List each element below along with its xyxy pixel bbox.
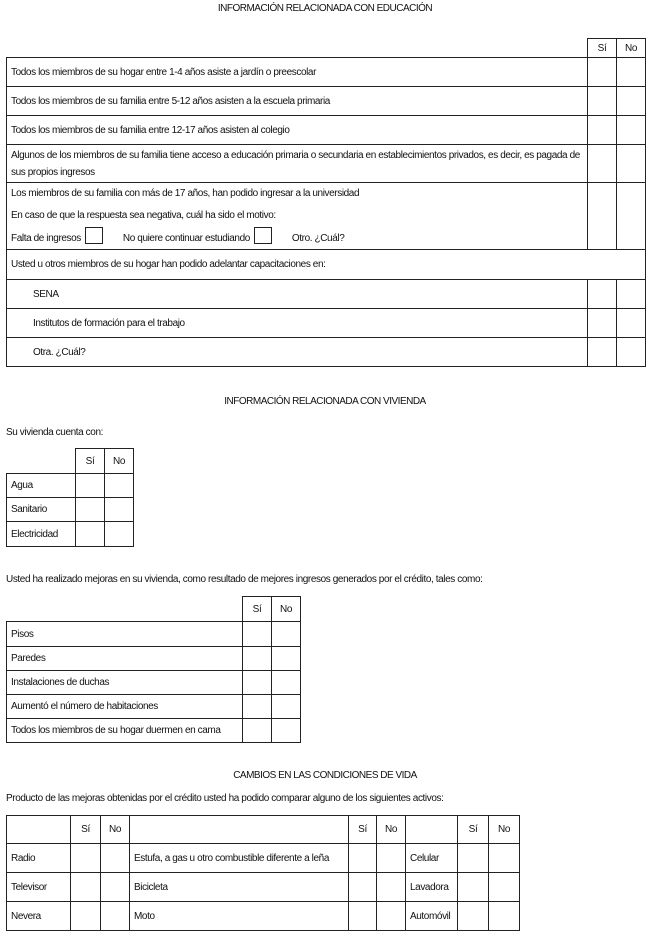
yes-cell[interactable]	[588, 58, 617, 87]
no-cell[interactable]	[489, 902, 520, 931]
improvement-row: Instalaciones de duchas	[7, 671, 243, 695]
asset-label: Lavadora	[406, 873, 458, 902]
education-row: Todos los miembros de su familia entre 12-17 años asisten al colegio	[7, 116, 588, 145]
col-yes: Sí	[349, 816, 377, 844]
option-income-checkbox[interactable]	[85, 227, 103, 244]
no-cell[interactable]	[272, 671, 301, 695]
yes-cell[interactable]	[588, 183, 617, 250]
housing-title: INFORMACIÓN RELACIONADA CON VIVIENDA	[224, 396, 426, 407]
yes-cell[interactable]	[71, 902, 101, 931]
yes-cell[interactable]	[588, 87, 617, 116]
living-subtitle: Producto de las mejoras obtenidas por el crédito usted ha podido comparar alguno de los siguientes activos:	[6, 793, 444, 804]
col-no: No	[105, 449, 134, 474]
service-row: Sanitario	[7, 498, 76, 522]
living-title: CAMBIOS EN LAS CONDICIONES DE VIDA	[233, 770, 417, 781]
university-question: Los miembros de su familia con más de 17 años, han podido ingresar a la universidad	[11, 188, 360, 199]
no-cell[interactable]	[617, 309, 646, 338]
yes-cell[interactable]	[71, 873, 101, 902]
yes-cell[interactable]	[588, 280, 617, 309]
yes-cell[interactable]	[243, 719, 272, 743]
col-yes: Sí	[76, 449, 105, 474]
yes-cell[interactable]	[76, 522, 105, 547]
no-cell[interactable]	[272, 647, 301, 671]
no-cell[interactable]	[101, 844, 130, 873]
improvements-label: Usted ha realizado mejoras en su vivienda, como resultado de mejores ingresos generados por el crédito, tales como:	[6, 574, 483, 585]
col-no: No	[489, 816, 520, 844]
service-row: Electricidad	[7, 522, 76, 547]
asset-label: Bicicleta	[130, 873, 349, 902]
university-followup: En caso de que la respuesta sea negativa, cuál ha sido el motivo:	[11, 210, 276, 221]
yes-cell[interactable]	[76, 498, 105, 522]
yes-cell[interactable]	[71, 844, 101, 873]
asset-label: Televisor	[7, 873, 71, 902]
no-cell[interactable]	[377, 873, 406, 902]
col-no: No	[617, 39, 646, 58]
improvements-table	[6, 596, 301, 743]
yes-cell[interactable]	[588, 145, 617, 183]
yes-cell[interactable]	[243, 647, 272, 671]
no-cell[interactable]	[489, 873, 520, 902]
yes-cell[interactable]	[243, 695, 272, 719]
no-cell[interactable]	[377, 844, 406, 873]
col-yes: Sí	[71, 816, 101, 844]
col-yes: Sí	[588, 39, 617, 58]
no-cell[interactable]	[105, 522, 134, 547]
no-cell[interactable]	[105, 498, 134, 522]
col-yes: Sí	[458, 816, 489, 844]
improvement-row: Pisos	[7, 622, 243, 647]
no-cell[interactable]	[617, 116, 646, 145]
asset-label: Celular	[406, 844, 458, 873]
no-cell[interactable]	[272, 695, 301, 719]
services-label: Su vivienda cuenta con:	[6, 427, 103, 438]
asset-label: Radio	[7, 844, 71, 873]
yes-cell[interactable]	[458, 873, 489, 902]
education-row: Algunos de los miembros de su familia tiene acceso a educación primaria o secundaria en establecimientos privados, es decir, es pagada de sus propios ingresos	[7, 145, 588, 183]
improvement-row: Todos los miembros de su hogar duermen en cama	[7, 719, 243, 743]
col-no: No	[272, 597, 301, 622]
asset-label: Moto	[130, 902, 349, 931]
no-cell[interactable]	[272, 622, 301, 647]
option-other-label: Otro. ¿Cuál?	[291, 233, 345, 244]
yes-cell[interactable]	[76, 474, 105, 498]
no-cell[interactable]	[272, 719, 301, 743]
col-no: No	[101, 816, 130, 844]
yes-cell[interactable]	[349, 902, 377, 931]
assets-table	[6, 815, 520, 931]
asset-label: Nevera	[7, 902, 71, 931]
yes-cell[interactable]	[243, 622, 272, 647]
no-cell[interactable]	[105, 474, 134, 498]
no-cell[interactable]	[617, 338, 646, 367]
yes-cell[interactable]	[458, 902, 489, 931]
yes-cell[interactable]	[243, 671, 272, 695]
col-yes: Sí	[243, 597, 272, 622]
training-row: Institutos de formación para el trabajo	[7, 309, 588, 338]
university-row	[7, 183, 588, 250]
training-question: Usted u otros miembros de su hogar han podido adelantar capacitaciones en:	[7, 250, 646, 280]
yes-cell[interactable]	[349, 844, 377, 873]
training-row: SENA	[7, 280, 588, 309]
no-cell[interactable]	[489, 844, 520, 873]
option-income-label: Falta de ingresos	[11, 233, 81, 244]
services-table	[6, 448, 134, 547]
no-cell[interactable]	[101, 902, 130, 931]
education-row: Todos los miembros de su familia entre 5-12 años asisten a la escuela primaria	[7, 87, 588, 116]
education-row: Todos los miembros de su hogar entre 1-4 años asiste a jardín o preescolar	[7, 58, 588, 87]
no-cell[interactable]	[617, 87, 646, 116]
option-no-continue-checkbox[interactable]	[254, 227, 272, 244]
no-cell[interactable]	[617, 58, 646, 87]
education-table	[6, 38, 646, 367]
yes-cell[interactable]	[588, 309, 617, 338]
yes-cell[interactable]	[458, 844, 489, 873]
education-title: INFORMACIÓN RELACIONADA CON EDUCACIÓN	[217, 3, 433, 14]
training-row: Otra. ¿Cuál?	[7, 338, 588, 367]
yes-cell[interactable]	[588, 338, 617, 367]
asset-label: Estufa, a gas u otro combustible diferente a leña	[130, 844, 349, 873]
no-cell[interactable]	[617, 183, 646, 250]
service-row: Agua	[7, 474, 76, 498]
improvement-row: Paredes	[7, 647, 243, 671]
yes-cell[interactable]	[588, 116, 617, 145]
col-no: No	[377, 816, 406, 844]
no-cell[interactable]	[617, 280, 646, 309]
improvement-row: Aumentó el número de habitaciones	[7, 695, 243, 719]
no-cell[interactable]	[101, 873, 130, 902]
asset-label: Automóvil	[406, 902, 458, 931]
no-cell[interactable]	[377, 902, 406, 931]
no-cell[interactable]	[617, 145, 646, 183]
yes-cell[interactable]	[349, 873, 377, 902]
option-no-continue-label: No quiere continuar estudiando	[122, 233, 250, 244]
